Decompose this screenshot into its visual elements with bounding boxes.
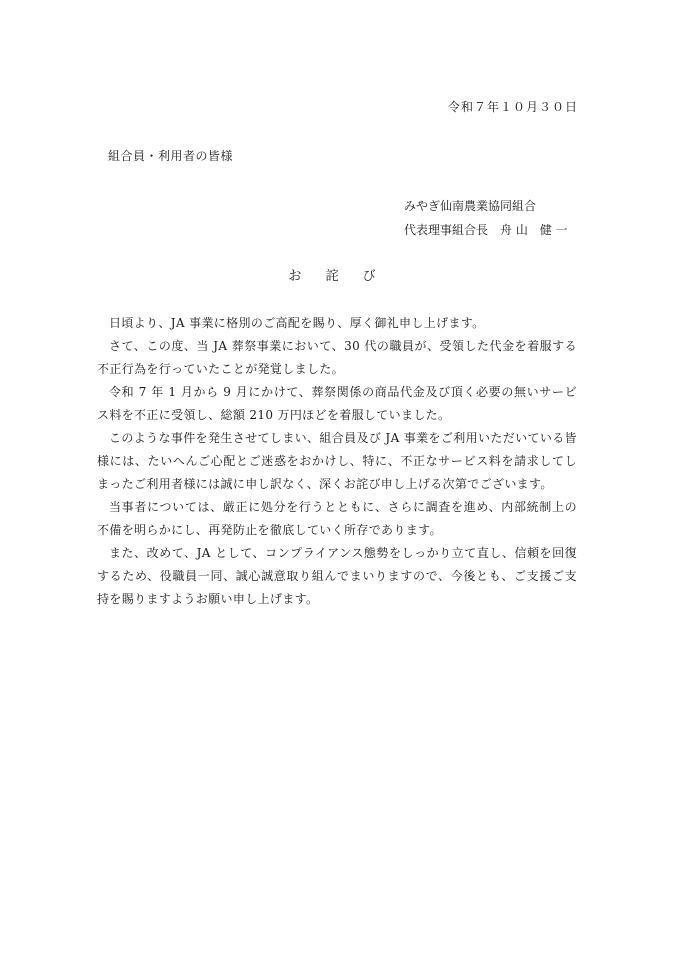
document-body [97,312,577,611]
paragraph-commitment: また、改めて、JA として、コンプライアンス態勢をしっかり立て直し、信頼を回復するため、役職員一同、誠心誠意取り組んでまいりますので、今後とも、ご支援ご支持を賜りますようお願い申し上げます。 [97,546,577,606]
document-date: 令和７年１０月３０日 [447,100,578,114]
addressee: 組合員・利用者の皆様 [108,149,234,163]
paragraph-measures: 当事者については、厳正に処分を行うとともに、さらに調査を進め、内部統制上の不備を明らかにし、再発防止を徹底していく所存であります。 [97,500,577,537]
paragraph-apology: このような事件を発生させてしまい、組合員及び JA 事業をご利用いただいている皆様には、たいへんご心配とご迷惑をおかけし、特に、不正なサービス料を請求してしまったご利用者様には誠に申し訳なく、深くお詫び申し上げる次第でございます。 [97,431,577,491]
sender-organization: みやぎ仙南農業協同組合 [404,199,537,213]
sender-block [404,194,568,242]
sender-representative: 代表理事組合長 舟 山 健 一 [404,223,568,237]
paragraph-details: 令和 7 年 1 月から 9 月にかけて、葬祭関係の商品代金及び頂く必要の無いサービス料を不正に受領し、総額 210 万円ほどを着服していました。 [97,385,577,422]
paragraph-greeting: 日頃より、JA 事業に格別のご高配を賜り、厚く御礼申し上げます。 [109,316,485,330]
paragraph-incident: さて、この度、当 JA 葬祭事業において、30 代の職員が、受領した代金を着服する不正行為を行っていたことが発覚しました。 [97,339,577,376]
document-title: お 詫 び [288,269,386,284]
